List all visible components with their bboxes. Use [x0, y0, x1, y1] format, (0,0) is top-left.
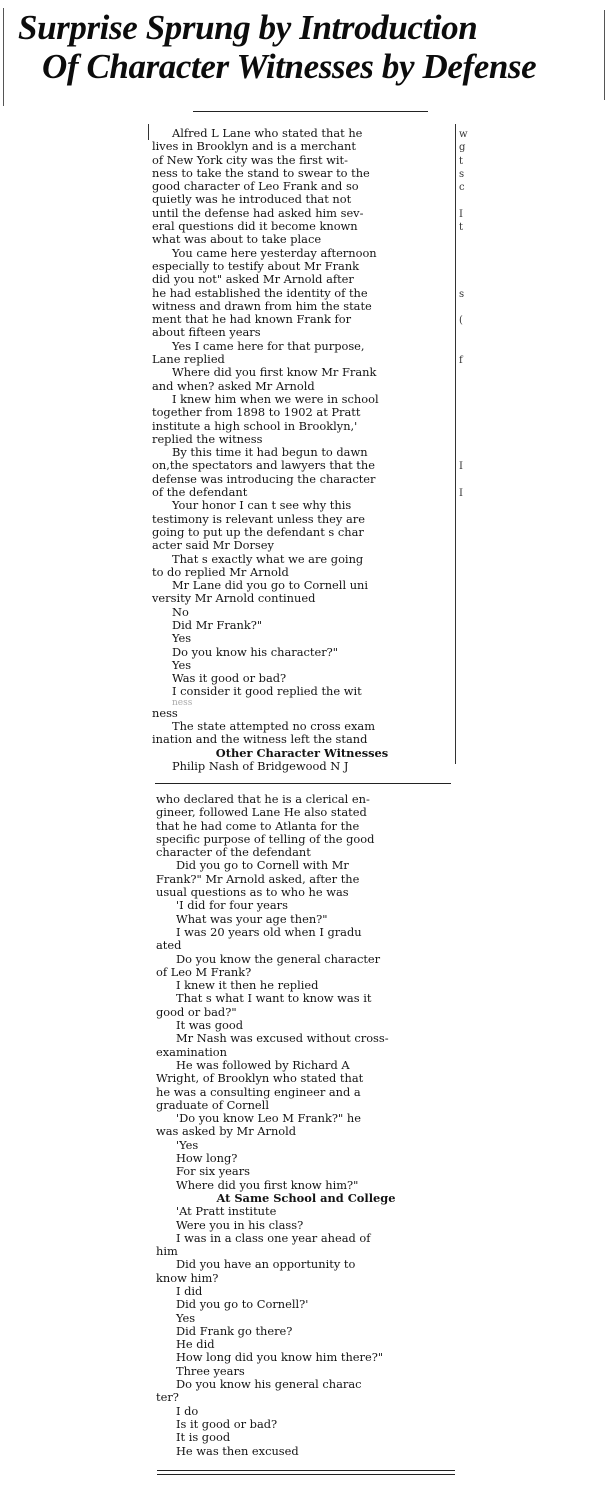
text-line: quietly was he introduced that not [152, 192, 352, 207]
text-line: It is good [176, 1430, 231, 1445]
neighbor-fragment: ( [459, 315, 463, 327]
text-line: 'At Pratt institute [176, 1204, 277, 1219]
text-line: usual questions as to who he was [156, 885, 349, 900]
text-line: who declared that he is a clerical en- [156, 792, 370, 806]
neighbor-fragment [459, 234, 479, 247]
text-line: did you not" asked Mr Arnold after [152, 272, 354, 287]
text-line: He did [176, 1337, 215, 1352]
neighbor-fragment [459, 341, 479, 354]
text-line: That s what I want to know was it [176, 991, 372, 1006]
text-line: How long did you know him there?" [176, 1350, 384, 1365]
text-line: gineer, followed Lane He also stated [156, 805, 367, 820]
neighbor-fragment [459, 527, 479, 540]
neighbor-fragment [459, 394, 479, 407]
text-line: By this time it had begun to dawn [172, 445, 368, 460]
headline-cutoff-rule [193, 111, 428, 112]
text-line: Lane replied [152, 352, 225, 367]
text-line: to do replied Mr Arnold [152, 564, 289, 579]
text-line: lives in Brooklyn and is a merchant [152, 139, 356, 154]
text-line: Yes I came here for that purpose, [172, 338, 365, 353]
neighbor-fragment: t [459, 155, 464, 167]
text-line: 'Do you know Leo M Frank?" he [176, 1111, 361, 1126]
text-line: until the defense had asked him sev- [152, 205, 364, 220]
text-line: Wright, of Brooklyn who stated that [156, 1071, 364, 1086]
text-line: 'Yes [176, 1137, 199, 1152]
neighbor-fragment: f [459, 355, 463, 367]
neighbor-fragment [459, 301, 479, 314]
text-line: Yes [172, 631, 192, 646]
text-line: him [156, 1244, 178, 1259]
neighbor-fragment [459, 554, 479, 567]
neighbor-fragment: I [459, 488, 463, 500]
text-line: Philip Nash of Bridgewood N J [172, 758, 349, 773]
neighbor-fragment: c [459, 182, 465, 194]
text-line: acter said Mr Dorsey [152, 538, 274, 553]
text-line: I did [176, 1283, 203, 1298]
text-line: I was 20 years old when I gradu [176, 924, 362, 939]
text-line: ness to take the stand to swear to the [152, 165, 370, 180]
text-line: of Leo M Frank? [156, 964, 252, 979]
text-line: witness and drawn from him the state [152, 298, 372, 313]
text-line: Do you know his general charac [176, 1377, 362, 1392]
text-line: Is it good or bad? [176, 1416, 278, 1431]
neighbor-fragment: I [459, 461, 463, 473]
text-line: Was it good or bad? [172, 671, 287, 686]
text-line: and when? asked Mr Arnold [152, 378, 315, 393]
text-line: Did Mr Frank?" [172, 617, 263, 632]
neighbor-fragment: s [459, 168, 465, 180]
neighbor-fragment [459, 474, 479, 487]
text-line: that he had come to Atlanta for the [156, 818, 360, 833]
text-line: versity Mr Arnold continued [152, 591, 316, 606]
text-line: He was then excused [176, 1443, 299, 1458]
end-rule-1 [157, 1470, 455, 1471]
text-line: examination [156, 1044, 227, 1059]
headline-line-1: Surprise Sprung by Introduction [18, 8, 478, 47]
text-line: ness [172, 697, 193, 708]
text-line: No [172, 604, 189, 619]
neighbor-fragment: I [459, 208, 463, 220]
text-line: ness [152, 705, 178, 720]
text-line: You came here yesterday afternoon [172, 245, 377, 260]
neighbor-fragment [459, 248, 479, 261]
text-line: I knew it then he replied [176, 978, 319, 993]
text-line: ination and the witness left the stand [152, 732, 368, 747]
neighbor-fragment [459, 327, 479, 340]
text-line: I knew him when we were in school [172, 391, 379, 406]
column-left-rule [148, 124, 149, 140]
text-line: what was about to take place [152, 232, 322, 247]
neighbor-fragment [459, 407, 479, 420]
text-line: replied the witness [152, 431, 263, 446]
text-line: of New York city was the first wit- [152, 152, 348, 167]
text-line: Alfred L Lane who stated that he [172, 126, 363, 140]
text-line: Mr Lane did you go to Cornell uni [172, 578, 369, 593]
neighbor-fragment [459, 580, 479, 593]
text-line: eral questions did it become known [152, 219, 358, 234]
neighbor-fragment: w [459, 129, 468, 140]
text-line: graduate of Cornell [156, 1097, 269, 1112]
text-line: specific purpose of telling of the good [156, 831, 375, 846]
headline-line-2: Of Character Witnesses by Defense [42, 47, 537, 86]
text-line: Your honor I can t see why this [172, 498, 352, 513]
text-line: Do you know the general character [176, 951, 381, 966]
neighbor-fragment [459, 274, 479, 287]
text-line: was asked by Mr Arnold [156, 1124, 297, 1139]
text-line: together from 1898 to 1902 at Pratt [152, 405, 361, 420]
text-line: on,the spectators and lawyers that the [152, 458, 375, 473]
text-line: How long? [176, 1151, 238, 1166]
text-line: ment that he had known Frank for [152, 312, 352, 327]
neighbor-column-fragments [459, 128, 479, 607]
neighbor-fragment [459, 194, 479, 207]
text-line: Did Frank go there? [176, 1323, 293, 1338]
neighbor-fragment [459, 447, 479, 460]
headline [4, 8, 604, 86]
neighbor-fragment: g [459, 142, 466, 154]
text-line: institute a high school in Brooklyn,' [152, 418, 358, 433]
neighbor-fragment [459, 593, 479, 606]
text-line: Three years [176, 1363, 245, 1378]
text-line: Where did you first know Mr Frank [172, 365, 377, 380]
text-line: good or bad?" [156, 1004, 237, 1019]
end-rule-2 [157, 1474, 455, 1475]
text-line: 'I did for four years [176, 898, 288, 913]
text-line: especially to testify about Mr Frank [152, 258, 360, 273]
text-line: Yes [172, 657, 192, 672]
neighbor-fragment [459, 381, 479, 394]
text-line: Did you go to Cornell?' [176, 1297, 309, 1312]
text-line: I do [176, 1403, 199, 1418]
text-line: Did you have an opportunity to [176, 1257, 356, 1272]
neighbor-fragment [459, 434, 479, 447]
text-line: Where did you first know him?" [176, 1177, 359, 1192]
neighbor-fragment [459, 567, 479, 580]
text-line: Yes [176, 1310, 196, 1325]
subheading: At Same School and College [216, 1190, 396, 1205]
text-line: defense was introducing the character [152, 471, 376, 486]
text-line: going to put up the defendant s char [152, 524, 364, 539]
text-line: The state attempted no cross exam [172, 719, 376, 734]
subheading: Other Character Witnesses [215, 745, 389, 760]
article-column-1 [152, 127, 452, 773]
text-line: Were you in his class? [176, 1217, 304, 1232]
column-right-rule [455, 124, 456, 764]
text-line: Frank?" Mr Arnold asked, after the [156, 871, 360, 886]
text-line: I consider it good replied the wit [172, 684, 362, 699]
text-line: I was in a class one year ahead of [176, 1230, 371, 1245]
text-line: about fifteen years [152, 325, 261, 340]
neighbor-fragment [459, 500, 479, 513]
neighbor-fragment [459, 514, 479, 527]
column-break-rule [155, 783, 451, 784]
text-line: of the defendant [152, 485, 248, 500]
text-line: Mr Nash was excused without cross- [176, 1031, 389, 1046]
neighbor-fragment [459, 367, 479, 380]
article-column-2 [156, 793, 456, 1458]
text-line: Did you go to Cornell with Mr [176, 858, 349, 873]
text-line: character of the defendant [156, 845, 311, 860]
neighbor-fragment [459, 540, 479, 553]
text-line: That s exactly what we are going [172, 551, 364, 566]
neighbor-fragment: t [459, 222, 464, 234]
text-line: know him? [156, 1270, 219, 1285]
text-line: he had established the identity of the [152, 285, 368, 300]
text-line: good character of Leo Frank and so [152, 179, 359, 194]
text-line: Do you know his character?" [172, 644, 339, 659]
headline-rule-right [604, 10, 605, 100]
neighbor-fragment [459, 421, 479, 434]
text-line: It was good [176, 1018, 244, 1033]
text-line: he was a consulting engineer and a [156, 1084, 361, 1099]
text-line: ter? [156, 1390, 179, 1405]
text-line: ated [156, 938, 182, 953]
text-line: What was your age then?" [176, 911, 328, 926]
text-line: testimony is relevant unless they are [152, 511, 365, 526]
neighbor-fragment [459, 261, 479, 274]
neighbor-fragment: s [459, 288, 465, 300]
text-line: He was followed by Richard A [176, 1057, 350, 1072]
text-line: For six years [176, 1164, 250, 1179]
